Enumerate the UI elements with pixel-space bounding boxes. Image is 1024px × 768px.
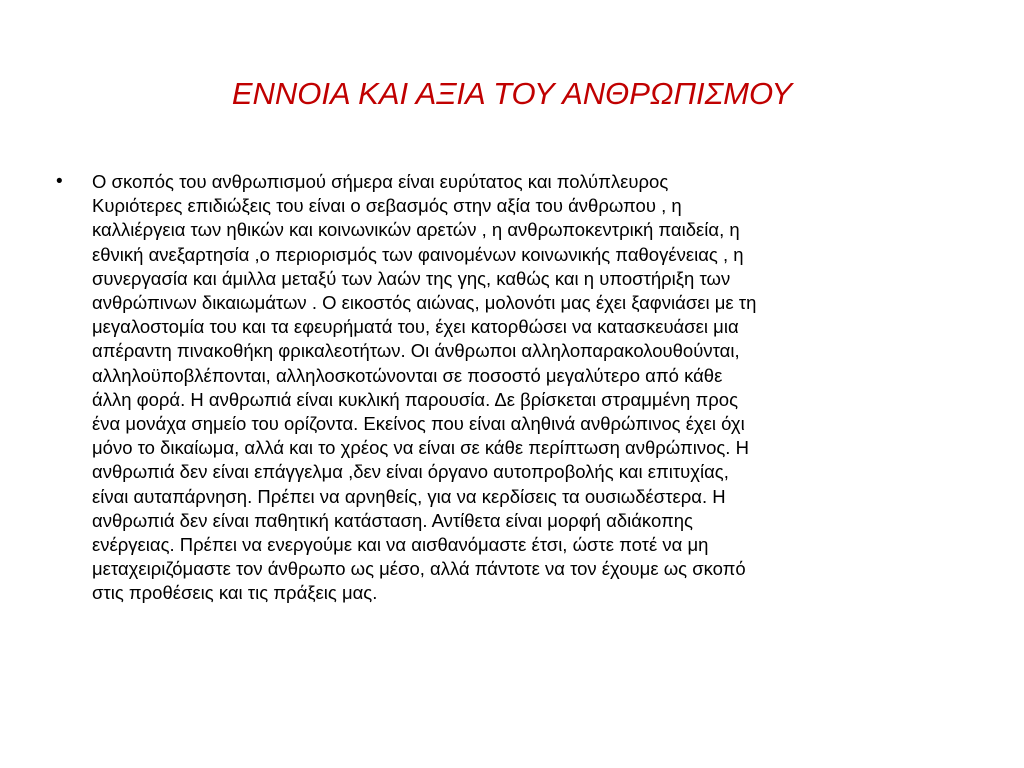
body-line: είναι αυταπάρνηση. Πρέπει να αρνηθείς, για να κερδίσεις τα ουσιωδέστερα. Η	[92, 485, 726, 507]
body-line: συνεργασία και άμιλλα μεταξύ των λαών της γης, καθώς και η υποστήριξη των	[92, 267, 731, 289]
body-line: αλληλοϋποβλέπονται, αλληλοσκοτώνονται σε ποσοστό μεγαλύτερο από κάθε	[92, 364, 723, 386]
body-line: στις προθέσεις και τις πράξεις μας.	[92, 582, 378, 604]
body-line: μεγαλοστομία του και τα εφευρήματά του, έχει κατορθώσει να κατασκευάσει μια	[92, 316, 739, 338]
body-line: ανθρωπιά δεν είναι παθητική κατάσταση. Αντίθετα είναι μορφή αδιάκοπης	[92, 509, 693, 531]
body-line: Ο σκοπός του ανθρωπισμού σήμερα είναι ευρύτατος και πολύπλευρος	[92, 171, 669, 192]
slide-title: ΕΝΝΟΙΑ ΚΑΙ ΑΞΙΑ ΤΟΥ ΑΝΘΡΩΠΙΣΜΟΥ	[231, 76, 793, 111]
body-line: ανθρωπιά δεν είναι επάγγελμα ,δεν είναι όργανο αυτοπροβολής και επιτυχίας,	[92, 461, 729, 483]
bullet-item	[56, 170, 956, 606]
body-line: μεταχειριζόμαστε τον άνθρωπο ως μέσο, αλλά πάντοτε να τον έχουμε ως σκοπό	[92, 558, 746, 580]
body-line: ενέργειας. Πρέπει να ενεργούμε και να αισθανόμαστε έτσι, ώστε ποτέ να μη	[92, 534, 709, 556]
body-line: απέραντη πινακοθήκη φρικαλεοτήτων. Οι άνθρωποι αλληλοπαρακολουθούνται,	[92, 340, 740, 362]
body-line: άλλη φορά. Η ανθρωπιά είναι κυκλική παρουσία. Δε βρίσκεται στραμμένη προς	[92, 388, 738, 410]
body-line: καλλιέργεια των ηθικών και κοινωνικών αρετών , η ανθρωποκεντρική παιδεία, η	[92, 219, 740, 241]
body-line: ένα μονάχα σημείο του ορίζοντα. Εκείνος που είναι αληθινά ανθρώπινος έχει όχι	[92, 413, 745, 435]
bullet-text	[92, 170, 956, 606]
body-line: Κυριότερες επιδιώξεις του είναι ο σεβασμός στην αξία του άνθρωπου , η	[92, 195, 682, 217]
bullet-list	[56, 170, 956, 606]
body-line: εθνική ανεξαρτησία ,ο περιορισμός των φαινομένων κοινωνικής παθογένειας , η	[92, 243, 744, 265]
body-line: μόνο το δικαίωμα, αλλά και το χρέος να είναι σε κάθε περίπτωση ανθρώπινος. Η	[92, 437, 749, 459]
bullet-marker: •	[56, 171, 63, 192]
body-line: ανθρώπινων δικαιωμάτων . Ο εικοστός αιώνας, μολονότι μας έχει ξαφνιάσει με τη	[92, 292, 757, 314]
